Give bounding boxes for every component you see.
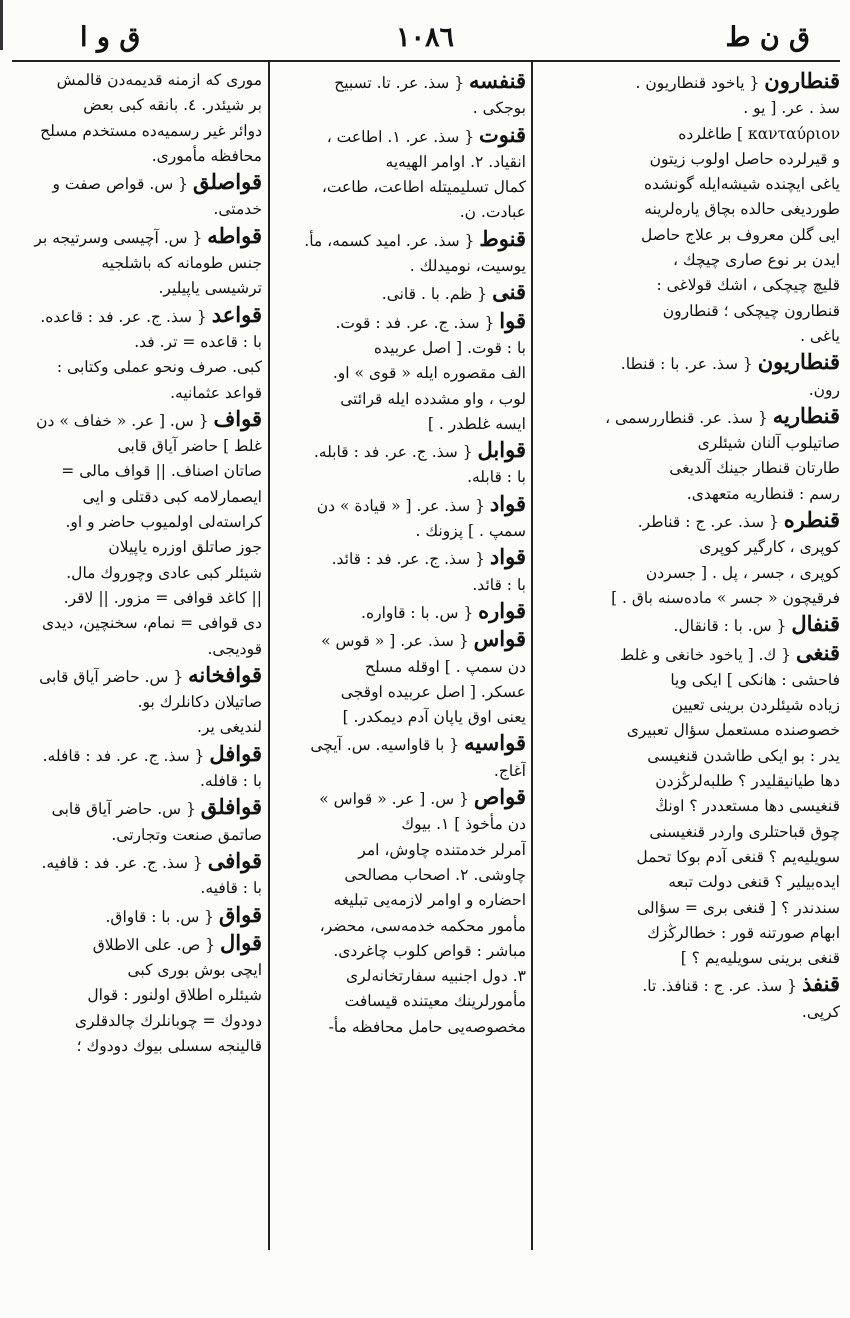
entry-line — [540, 68, 840, 96]
entry-text: محافظه مأمورى. — [151, 146, 262, 165]
entry-line — [276, 412, 526, 437]
entry-line — [540, 197, 840, 222]
entry-text: با : قاعده = تر. فد. — [134, 332, 262, 351]
dictionary-entry — [12, 741, 262, 795]
entry-line — [276, 361, 526, 386]
entry-line — [276, 226, 526, 254]
entry-text: صاتان اصناف. || قواف مالى = — [61, 462, 262, 481]
dictionary-entry — [540, 403, 840, 507]
entry-line — [540, 349, 840, 377]
entry-text: كبى. صرف ونحو عملى وكتابى : — [56, 358, 262, 377]
dictionary-entry — [276, 279, 526, 307]
entry-text: با : قوت. [ اصل عربيده — [373, 338, 526, 357]
entry-line — [276, 308, 526, 336]
entry-text: خدمتى. — [213, 200, 262, 219]
entry-text: { ظم. با . قانى. — [381, 285, 488, 304]
header-rule — [12, 60, 840, 62]
entry-text: ايده‌بيلير ؟ قنغى دولت تبعه‌ — [668, 873, 840, 892]
entry-text: ايصمارلامه كبى دقتلى و ايى — [82, 487, 262, 506]
entry-line — [540, 870, 840, 895]
entry-text: صاتيلان دكانلرك بو. — [137, 693, 262, 712]
entry-line — [12, 510, 262, 535]
entry-line — [12, 144, 262, 169]
column-divider-right — [531, 62, 533, 1250]
entry-text: شيئلر كبى عادى وچوروك مال. — [66, 563, 262, 582]
entry-line — [276, 1015, 526, 1040]
dictionary-entry — [276, 437, 526, 491]
entry-line — [276, 465, 526, 490]
dictionary-entry — [276, 68, 526, 122]
entry-text: { سذ. ج. عر. فد : قابله. — [313, 443, 473, 462]
entry-headword: قواس — [473, 626, 526, 652]
entry-line — [12, 485, 262, 510]
entry-text: دن مأخوذ ] ١. بيوك — [401, 815, 526, 834]
entry-line — [540, 744, 840, 769]
entry-text: قنطارون چيچكى ؛ قنطارون — [662, 301, 840, 320]
dictionary-entry — [540, 507, 840, 611]
entry-text: يوسيت، نوميدلك . — [409, 257, 526, 276]
entry-text: ايسه غلطدر . ] — [427, 414, 526, 433]
entry-text: { با قاواسيه. س. آيچى — [310, 736, 460, 755]
entry-headword: قنطاريون — [757, 349, 840, 375]
entry-line — [276, 68, 526, 96]
entry-line — [276, 519, 526, 544]
entry-line — [540, 535, 840, 560]
entry-line — [12, 302, 262, 330]
entry-line — [540, 1000, 840, 1025]
entry-text: با : قائد. — [472, 575, 526, 594]
entry-text: سذ . عر. [ يو . — [743, 99, 840, 118]
entry-line — [276, 863, 526, 888]
entry-line — [540, 273, 840, 298]
entry-line — [540, 122, 840, 147]
entry-text: ايدن بر نوع صارى چيچك ، — [672, 251, 840, 270]
entry-text: چوق قباحتلرى واردر قنغيسنى — [649, 822, 840, 841]
entry-line — [540, 769, 840, 794]
entry-line — [276, 759, 526, 784]
column-middle — [276, 68, 526, 1248]
entry-line — [12, 690, 262, 715]
entry-line — [540, 896, 840, 921]
entry-headword: قوافى — [207, 847, 262, 873]
dictionary-entry — [12, 68, 262, 169]
dictionary-entry — [12, 902, 262, 930]
entry-line — [276, 705, 526, 730]
entry-line — [12, 197, 262, 222]
entry-text: ياغى . — [800, 326, 840, 345]
entry-headword: قنوط — [479, 225, 526, 251]
entry-text: طارتان قنطار جينك آلديغى — [669, 459, 840, 478]
dictionary-entry — [276, 784, 526, 1040]
entry-text: { سذ. ج. عر. فد : قافيه. — [41, 853, 203, 872]
entry-line — [276, 812, 526, 837]
entry-line — [276, 626, 526, 654]
dictionary-entry — [12, 930, 262, 1059]
entry-text: { س. با : قاواره. — [361, 603, 474, 622]
entry-line — [12, 251, 262, 276]
entry-headword: قواره — [478, 597, 526, 623]
page-number: ١٠٨٦ — [395, 22, 454, 53]
entry-text: خصوصنده مستعمل سؤال تعبيرى — [626, 721, 840, 740]
entry-text: با : قابله. — [467, 468, 526, 487]
entry-text: ٣. دول اجنبيه سفارتخانه‌لرى — [345, 967, 526, 986]
entry-text: قواعد عثمانيه. — [170, 383, 262, 402]
entry-line — [276, 150, 526, 175]
entry-line — [276, 838, 526, 863]
entry-headword: قنى — [492, 279, 526, 305]
entry-headword: قواسيه — [464, 730, 526, 756]
entry-line — [12, 93, 262, 118]
entry-line — [540, 794, 840, 819]
entry-line — [540, 820, 840, 845]
entry-text: رسم : قنطاريه متعهدى. — [686, 484, 840, 503]
entry-text: { س. با : قاواق. — [105, 907, 215, 926]
entry-line — [540, 693, 840, 718]
entry-headword: قواعد — [211, 301, 262, 327]
entry-line — [276, 989, 526, 1014]
running-header-right: ق ن ط — [725, 22, 810, 53]
entry-line — [276, 784, 526, 812]
entry-line — [12, 1034, 262, 1059]
entry-text: كوپرى ، جسر ، پل . [ جسردن — [645, 563, 840, 582]
entry-text: الف مقصوره ايله « قوى » او. — [332, 364, 526, 383]
entry-text: فرقيچون « جسر » ماده‌سنه باق . ] — [611, 588, 840, 607]
entry-line — [276, 96, 526, 121]
entry-text: آمرلر خدمتنده چاوش، امر — [358, 840, 526, 859]
entry-text: ياغى ايچنده شيشه‌ايله گونشده — [643, 175, 840, 194]
entry-text: { س. حاضر آياق قابى — [51, 800, 196, 819]
entry-text: مورى كه ازمنه قديمه‌دن قالمش — [56, 71, 262, 89]
entry-text: { ك. [ ياخود خانغى و غلط — [619, 645, 792, 664]
entry-text: { س. حاضر آياق قابى — [39, 667, 184, 686]
entry-text: و قيرلرده حاصل اولوب زيتون — [649, 149, 840, 168]
entry-headword: قواف — [213, 405, 262, 431]
entry-line — [276, 964, 526, 989]
entry-text: كمال تسليميتله اطاعت، طاعت، — [321, 178, 526, 197]
entry-line — [276, 598, 526, 626]
entry-text: دن سمپ . ] اوقله مسلح — [365, 657, 526, 676]
dictionary-entry — [540, 640, 840, 972]
entry-headword: قوال — [220, 929, 262, 955]
entry-headword: قوافلق — [200, 794, 262, 820]
entry-headword: قنغى — [795, 639, 840, 665]
entry-text: عبادت. ن. — [459, 203, 526, 222]
entry-line — [276, 914, 526, 939]
entry-line — [276, 122, 526, 150]
entry-line — [12, 902, 262, 930]
entry-text: جنس طومانه كه باشلجيه — [101, 254, 262, 273]
entry-text: طورديغى حالده بچاق يارەلرينه — [644, 200, 840, 219]
entry-line — [12, 794, 262, 822]
entry-line — [276, 680, 526, 705]
entry-line — [12, 769, 262, 794]
entry-text: { س. آچيسى وسرتيجه بر — [34, 228, 203, 247]
entry-text: سويليه‌يم ؟ قنغى آدم بوكا تحمل — [636, 847, 840, 866]
entry-text: شيئلره اطلاق اولنور : قوال — [87, 986, 262, 1005]
entry-text: { س. [ عر. « قواس » — [319, 790, 469, 809]
entry-line — [540, 248, 840, 273]
entry-text: قنغيسى دها مستعددر ؟ اونڭ — [655, 797, 840, 816]
entry-text: { سذ. ج. عر. فد : قوت. — [335, 313, 495, 332]
entry-line — [12, 330, 262, 355]
entry-headword: قنوت — [479, 121, 526, 147]
entry-headword: قنطارون — [764, 68, 840, 93]
entry-line — [12, 355, 262, 380]
entry-text: با : قافيه. — [200, 879, 262, 898]
entry-line — [540, 921, 840, 946]
entry-line — [12, 958, 262, 983]
entry-headword: قنفسه — [469, 68, 526, 93]
entry-line — [12, 662, 262, 690]
entry-line — [276, 544, 526, 572]
entry-headword: قواد — [489, 544, 526, 570]
dictionary-entry — [276, 308, 526, 437]
entry-headword: قوابل — [477, 437, 526, 463]
entry-headword: قوا — [499, 307, 526, 333]
entry-text: || كاغد قوافى = مزور. || لاقر. — [63, 588, 262, 607]
entry-text: احضاره و اوامر لازمه‌يى تبليغه — [333, 891, 526, 910]
entry-line — [540, 378, 840, 403]
entry-text: { ص. على الاطلاق — [92, 935, 216, 954]
dictionary-entry — [276, 626, 526, 730]
entry-line — [540, 845, 840, 870]
entry-text: رون. — [808, 380, 840, 399]
entry-line — [276, 175, 526, 200]
entry-line — [12, 823, 262, 848]
entry-headword: قوافل — [209, 740, 262, 766]
entry-line — [540, 507, 840, 535]
entry-line — [540, 147, 840, 172]
entry-headword: قوافخانه — [188, 661, 262, 687]
entry-line — [540, 586, 840, 611]
entry-text: مأمورلرينك معيتنده قيسافت — [344, 992, 526, 1011]
entry-text: قوديجى. — [207, 639, 262, 658]
entry-line — [540, 299, 840, 324]
entry-text: صاتيلوب آلنان شيئلرى — [697, 434, 840, 453]
entry-line — [540, 172, 840, 197]
entry-line — [12, 1009, 262, 1034]
entry-text: مأمور محكمه خدمه‌سى، محضر، — [319, 916, 526, 935]
dictionary-entry — [12, 223, 262, 302]
entry-line — [540, 611, 840, 639]
dictionary-entry — [276, 122, 526, 226]
entry-line — [12, 406, 262, 434]
dictionary-entry — [12, 169, 262, 223]
entry-line — [540, 223, 840, 248]
entry-text: جوز صاتلق اوزره ياپيلان — [108, 538, 262, 557]
entry-line — [540, 718, 840, 743]
entry-line — [540, 971, 840, 999]
entry-text: قليچ چيچكى ، اشك قولاغى : — [656, 276, 840, 295]
entry-text: { سذ. عر. [ « قيادة » دن — [316, 496, 485, 515]
entry-headword: قنفذ — [801, 971, 840, 997]
dictionary-entry — [12, 406, 262, 662]
entry-text: كرپى. — [801, 1002, 840, 1021]
entry-headword: قواطه — [207, 222, 262, 248]
entry-line — [540, 640, 840, 668]
entry-text: { سذ. ج. عر. فد : قافله. — [42, 746, 205, 765]
entry-line — [540, 668, 840, 693]
entry-line — [12, 459, 262, 484]
entry-line — [12, 223, 262, 251]
entry-line — [12, 68, 262, 93]
entry-text: با : قافله. — [199, 772, 262, 791]
entry-headword: قواد — [489, 490, 526, 516]
column-right — [540, 68, 840, 1248]
entry-text: دها طيانيقليدر ؟ طلبەلرڭزدن — [655, 772, 840, 791]
entry-text: عسكر. [ اصل عربيده اوقجى — [340, 682, 526, 701]
entry-line — [12, 535, 262, 560]
entry-line — [276, 254, 526, 279]
entry-line — [12, 561, 262, 586]
dictionary-entry — [276, 598, 526, 626]
entry-line — [12, 983, 262, 1008]
entry-text: مخصوصه‌يى حامل محافظه مأ- — [328, 1017, 526, 1036]
entry-text: فاحشى : هانكى ] ايكى ويا — [670, 670, 840, 689]
entry-text: { سذ. ج. عر. فد : قاعده. — [40, 307, 207, 326]
entry-text: سمپ . ] پزونك . — [415, 522, 526, 541]
entry-text: قنغى برينى سويليه‌يم ؟ ] — [680, 949, 840, 968]
entry-headword: قنفال — [791, 611, 840, 637]
dictionary-entry — [12, 662, 262, 741]
dictionary-entry — [540, 349, 840, 403]
entry-line — [540, 403, 840, 431]
entry-text: قالينجه سسلى بيوك دودوك ؛ — [76, 1036, 262, 1055]
entry-text: يعنى اوق ياپان آدم ديمكدر. ] — [342, 708, 526, 727]
entry-line — [12, 715, 262, 740]
entry-headword: قواص — [473, 784, 526, 810]
entry-text: { سذ. عر. ج : قناطر. — [637, 513, 779, 532]
entry-text: { سذ. عر. تا. تسبيح — [334, 74, 465, 92]
entry-text: مباشر : قواص كلوب چاغردى. — [333, 941, 526, 960]
entry-line — [12, 637, 262, 662]
entry-text: κανταύριον ] طاغلرده — [678, 124, 840, 143]
entry-line — [12, 119, 262, 144]
entry-line — [540, 561, 840, 586]
entry-line — [276, 939, 526, 964]
entry-line — [540, 946, 840, 971]
dictionary-entry — [12, 302, 262, 406]
entry-text: زياده شيئلردن برينى تعيين — [671, 696, 840, 715]
entry-line — [12, 876, 262, 901]
entry-text: ابهام صورتنه قور : خطالرڭزك — [647, 923, 840, 942]
entry-line — [12, 848, 262, 876]
entry-text: ترشيسى ياپيلير. — [158, 279, 262, 298]
entry-line — [12, 741, 262, 769]
dictionary-entry — [12, 848, 262, 902]
entry-text: { سذ. عر. [ « قوس » — [321, 632, 469, 651]
entry-headword: قنطره — [783, 507, 840, 533]
entry-text: انقياد. ٢. اوامر الهيه‌يه — [385, 152, 526, 171]
entry-line — [12, 611, 262, 636]
column-divider-left — [268, 62, 270, 1250]
dictionary-entry — [276, 544, 526, 598]
entry-text: { سذ. ج. عر. فد : قائد. — [331, 550, 485, 569]
entry-text: غلط ] حاضر آياق قابى — [117, 437, 262, 456]
entry-line — [276, 491, 526, 519]
entry-text: دودوك = چوبانلرك چالدقلرى — [74, 1011, 262, 1030]
entry-line — [276, 573, 526, 598]
entry-line — [276, 200, 526, 225]
dictionary-entry — [276, 730, 526, 784]
entry-line — [12, 276, 262, 301]
entry-headword: قواصلق — [192, 169, 262, 195]
entry-text: سندندر ؟ [ قنغى برى = سؤالى — [637, 898, 840, 917]
entry-text: ايى گلن معروف بر علاج حاصل — [641, 225, 840, 244]
dictionary-entry — [276, 491, 526, 545]
entry-text: كراسته‌لى اولميوب حاضر و او. — [65, 513, 262, 532]
entry-text: بوجكى . — [472, 99, 526, 118]
entry-text: بر شيئدر. ٤. بانقه كبى بعض — [83, 96, 262, 115]
dictionary-entry — [12, 794, 262, 848]
entry-line — [12, 434, 262, 459]
entry-line — [276, 336, 526, 361]
entry-text: چاوشى. ٢. اصحاب مصالحى — [344, 865, 526, 884]
entry-text: دوائر غير رسميه‌ده مستخدم مسلح — [40, 121, 262, 140]
entry-text: { س. قواص صفت و — [52, 175, 189, 194]
entry-text: { سذ. عر. ١. اطاعت ، — [326, 127, 475, 146]
entry-line — [276, 387, 526, 412]
column-left — [12, 68, 262, 1248]
dictionary-entry — [540, 68, 840, 349]
entry-line — [540, 431, 840, 456]
entry-line — [540, 482, 840, 507]
entry-text: { سذ. عر. ج : قنافذ. تا. — [642, 977, 798, 996]
entry-line — [276, 888, 526, 913]
entry-text: { س. با : قانقال. — [673, 617, 787, 636]
entry-text: { سذ. عر. قنطاررسمى ، — [605, 408, 768, 427]
entry-text: دى قوافى = نمام، سخنچين، ديدى — [42, 614, 262, 633]
entry-line — [540, 324, 840, 349]
entry-line — [540, 96, 840, 121]
entry-line — [276, 437, 526, 465]
dictionary-entry — [276, 226, 526, 280]
entry-headword: قواق — [218, 901, 262, 927]
entry-headword: قنطاريه — [772, 402, 840, 428]
entry-text: { ياخود قنطاريون . — [635, 74, 760, 92]
entry-text: لنديغى ير. — [197, 718, 262, 737]
entry-line — [276, 730, 526, 758]
entry-line — [12, 169, 262, 197]
entry-text: { سذ. عر. با : قنطا. — [620, 355, 753, 374]
entry-line — [12, 586, 262, 611]
entry-line — [276, 655, 526, 680]
entry-text: { سذ. عر. اميد كسمه، مأ. — [304, 231, 475, 250]
entry-text: يدر : بو ايكى طاشدن قنغيسى — [647, 746, 840, 765]
entry-line — [12, 381, 262, 406]
entry-text: كوپرى ، كارگير كوپرى — [699, 538, 840, 557]
entry-text: آغاج. — [493, 761, 526, 780]
dictionary-entry — [540, 611, 840, 639]
entry-line — [12, 930, 262, 958]
entry-text: لوب ، واو مشدده ايله قرائتى — [340, 389, 526, 408]
entry-line — [276, 279, 526, 307]
entry-line — [540, 456, 840, 481]
dictionary-entry — [540, 971, 840, 1025]
entry-text: صاتمق صنعت وتجارتى. — [111, 825, 262, 844]
running-header-left: ق و ا — [80, 22, 141, 53]
entry-text: ايچى بوش بورى كبى — [127, 961, 262, 980]
entry-text: { س. [ عر. « خفاف » دن — [36, 411, 209, 430]
